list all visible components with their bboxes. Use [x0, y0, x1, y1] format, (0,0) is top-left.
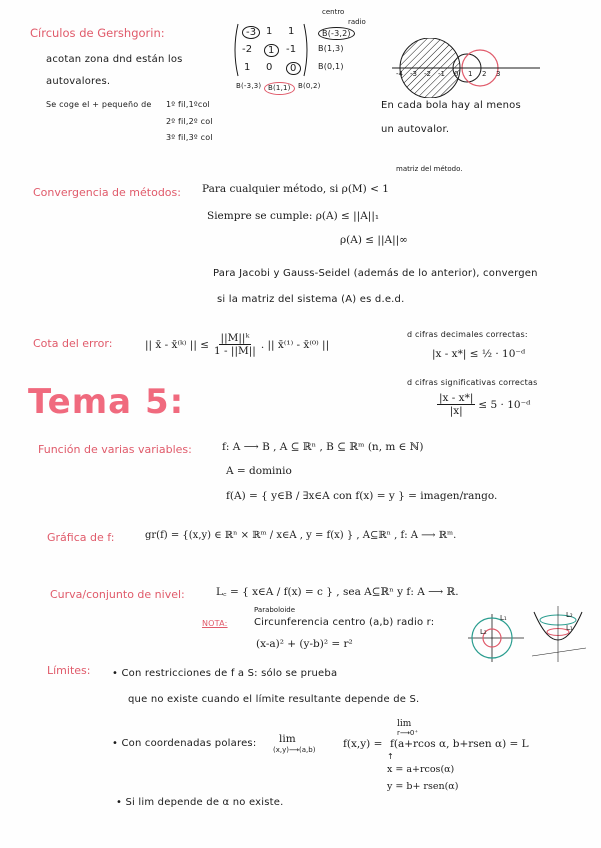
funcion-dominio: A = dominio	[226, 465, 292, 477]
cota-lhs: || x̄ - x̄⁽ᵏ⁾ || ≤	[145, 338, 210, 351]
cota-title: Cota del error:	[33, 337, 113, 350]
row-circle-3: B(0,1)	[318, 62, 344, 71]
convergencia-line4: Para Jacobi y Gauss-Seidel (además de lo anterior), convergen	[213, 268, 538, 279]
gershgorin-title: Círculos de Gershgorin:	[30, 26, 165, 40]
matrix-cell: 1	[288, 26, 295, 37]
level-label: L₁	[500, 614, 507, 622]
col-circle-3: B(0,2)	[298, 82, 321, 90]
gershgorin-discs-diagram	[392, 38, 542, 98]
polar-x: x = a+rcos(α)	[387, 764, 455, 775]
significativas-formula	[434, 392, 530, 417]
grafica-def: gr(f) = {(x,y) ∈ ℝⁿ × ℝᵐ / x∈A , y = f(x) } , A⊆ℝⁿ , f: A ⟶ ℝᵐ.	[145, 530, 457, 541]
level-label: L₂	[480, 628, 487, 636]
matrix-cell: -3	[242, 26, 260, 39]
sig-den: |x|	[449, 405, 463, 417]
axis-tick: -2	[424, 70, 431, 78]
cota-formula	[145, 332, 329, 357]
matrix-cell: -1	[286, 44, 297, 55]
gershgorin-conclusion1: En cada bola hay al menos	[381, 100, 521, 111]
limites-b1-line1: Con restricciones de f a S: sólo se prueba	[121, 668, 338, 679]
matriz-metodo-note: matriz del método.	[396, 165, 463, 173]
gershgorin-matrix	[232, 22, 310, 78]
paraboloide-label: Paraboloide	[254, 606, 296, 614]
lim2-symbol: lim	[397, 719, 412, 729]
axis-tick: -3	[410, 70, 417, 78]
axis-tick: -1	[438, 70, 445, 78]
matrix-cell: 1	[266, 26, 273, 37]
matrix-cell: 1	[244, 62, 251, 73]
lim-symbol: lim	[279, 733, 296, 745]
limites-b2-text: Con coordenadas polares:	[121, 738, 257, 749]
axis-tick: 2	[482, 70, 487, 78]
arrow-up-icon: ↑	[387, 752, 394, 761]
limites-bullet3: • Si lim depende de α no existe.	[116, 797, 284, 808]
nota-text: Circunferencia centro (a,b) radio r:	[254, 617, 435, 628]
centro-label: centro	[322, 8, 345, 16]
funcion-def: f: A ⟶ B , A ⊆ ℝⁿ , B ⊆ ℝᵐ (n, m ∈ ℕ)	[222, 441, 424, 453]
axis-tick: 3	[496, 70, 501, 78]
sig-rhs: ≤ 5 · 10⁻ᵈ	[478, 398, 531, 411]
axis-tick: 0	[454, 70, 459, 78]
gershgorin-line2: autovalores.	[46, 76, 111, 87]
cota-frac-den: 1 - ||M||	[214, 345, 256, 357]
funcion-imagen: f(A) = { y∈B / ∃x∈A con f(x) = y } = imagen/rango.	[226, 490, 498, 502]
matrix-cell: -2	[242, 44, 253, 55]
limites-title: Límites:	[47, 664, 91, 677]
row-circle-2: B(1,3)	[318, 44, 344, 53]
decimales-formula: |x - x*| ≤ ½ · 10⁻ᵈ	[432, 348, 526, 360]
limites-bullet1: • Con restricciones de f a S: sólo se prueba	[112, 668, 338, 679]
convergencia-line5: si la matriz del sistema (A) es d.e.d.	[217, 294, 405, 305]
gershgorin-rule2: 2º fil,2º col	[166, 117, 213, 126]
circunferencia-eq: (x-a)² + (y-b)² = r²	[256, 638, 353, 650]
lim2-sub: r⟶0⁺	[397, 729, 419, 737]
row-circle-1: B(-3,2)	[318, 27, 355, 40]
radio-label: radio	[348, 18, 366, 26]
curva-def: L꜀ = { x∈A / f(x) = c } , sea A⊆ℝⁿ y f: A ⟶ ℝ.	[216, 586, 459, 598]
polar-y: y = b+ rsen(α)	[387, 781, 459, 792]
convergencia-line2: Siempre se cumple: ρ(A) ≤ ||A||₁	[207, 210, 380, 222]
col-circle-1: B(-3,3)	[236, 82, 262, 90]
lim-f: f(x,y) =	[343, 738, 383, 750]
tema-title: Tema 5:	[28, 382, 185, 422]
curva-title: Curva/conjunto de nivel:	[50, 588, 185, 601]
convergencia-title: Convergencia de métodos:	[33, 186, 181, 199]
decimales-title: d cifras decimales correctas:	[407, 330, 528, 339]
paraboloid-diagram	[528, 606, 588, 664]
limites-b1-line2: que no existe cuando el límite resultante depende de S.	[128, 694, 420, 705]
cota-rhs: . || x̄⁽¹⁾ - x̄⁽⁰⁾ ||	[260, 338, 330, 351]
grafica-title: Gráfica de f:	[47, 531, 115, 544]
gershgorin-conclusion2: un autovalor.	[381, 124, 450, 135]
matrix-cell: 0	[286, 62, 301, 75]
limites-b3: Si lim depende de α no existe.	[125, 797, 284, 808]
sig-num: |x - x*|	[439, 392, 474, 404]
lim-rhs: f(a+rcos α, b+rsen α) = L	[390, 738, 529, 750]
level-label: L₁	[566, 624, 573, 632]
gershgorin-rule1: 1º fil,1ºcol	[166, 100, 210, 109]
gershgorin-line1: acotan zona dnd están los	[46, 54, 183, 65]
funcion-title: Función de varias variables:	[38, 443, 192, 456]
cota-frac-num: ||M||ᵏ	[220, 332, 250, 344]
col-circle-2: B(1,1)	[264, 82, 295, 95]
matrix-cell: 1	[264, 44, 279, 57]
axis-tick: -4	[396, 70, 403, 78]
convergencia-line3: ρ(A) ≤ ||A||∞	[340, 234, 408, 246]
gershgorin-rule3: 3º fil,3º col	[166, 133, 213, 142]
significativas-title: d cifras significativas correctas	[407, 378, 538, 387]
limites-bullet2: • Con coordenadas polares:	[112, 738, 257, 749]
lim-sub: (x,y)⟶(a,b)	[273, 746, 316, 754]
nota-label: NOTA:	[202, 619, 228, 628]
level-label: L₂	[566, 611, 573, 619]
axis-tick: 1	[468, 70, 473, 78]
gershgorin-note: Se coge el + pequeño de	[46, 100, 152, 109]
matrix-cell: 0	[266, 62, 273, 73]
convergencia-line1: Para cualquier método, si ρ(M) < 1	[202, 183, 389, 195]
level-curves-diagram	[468, 612, 524, 664]
